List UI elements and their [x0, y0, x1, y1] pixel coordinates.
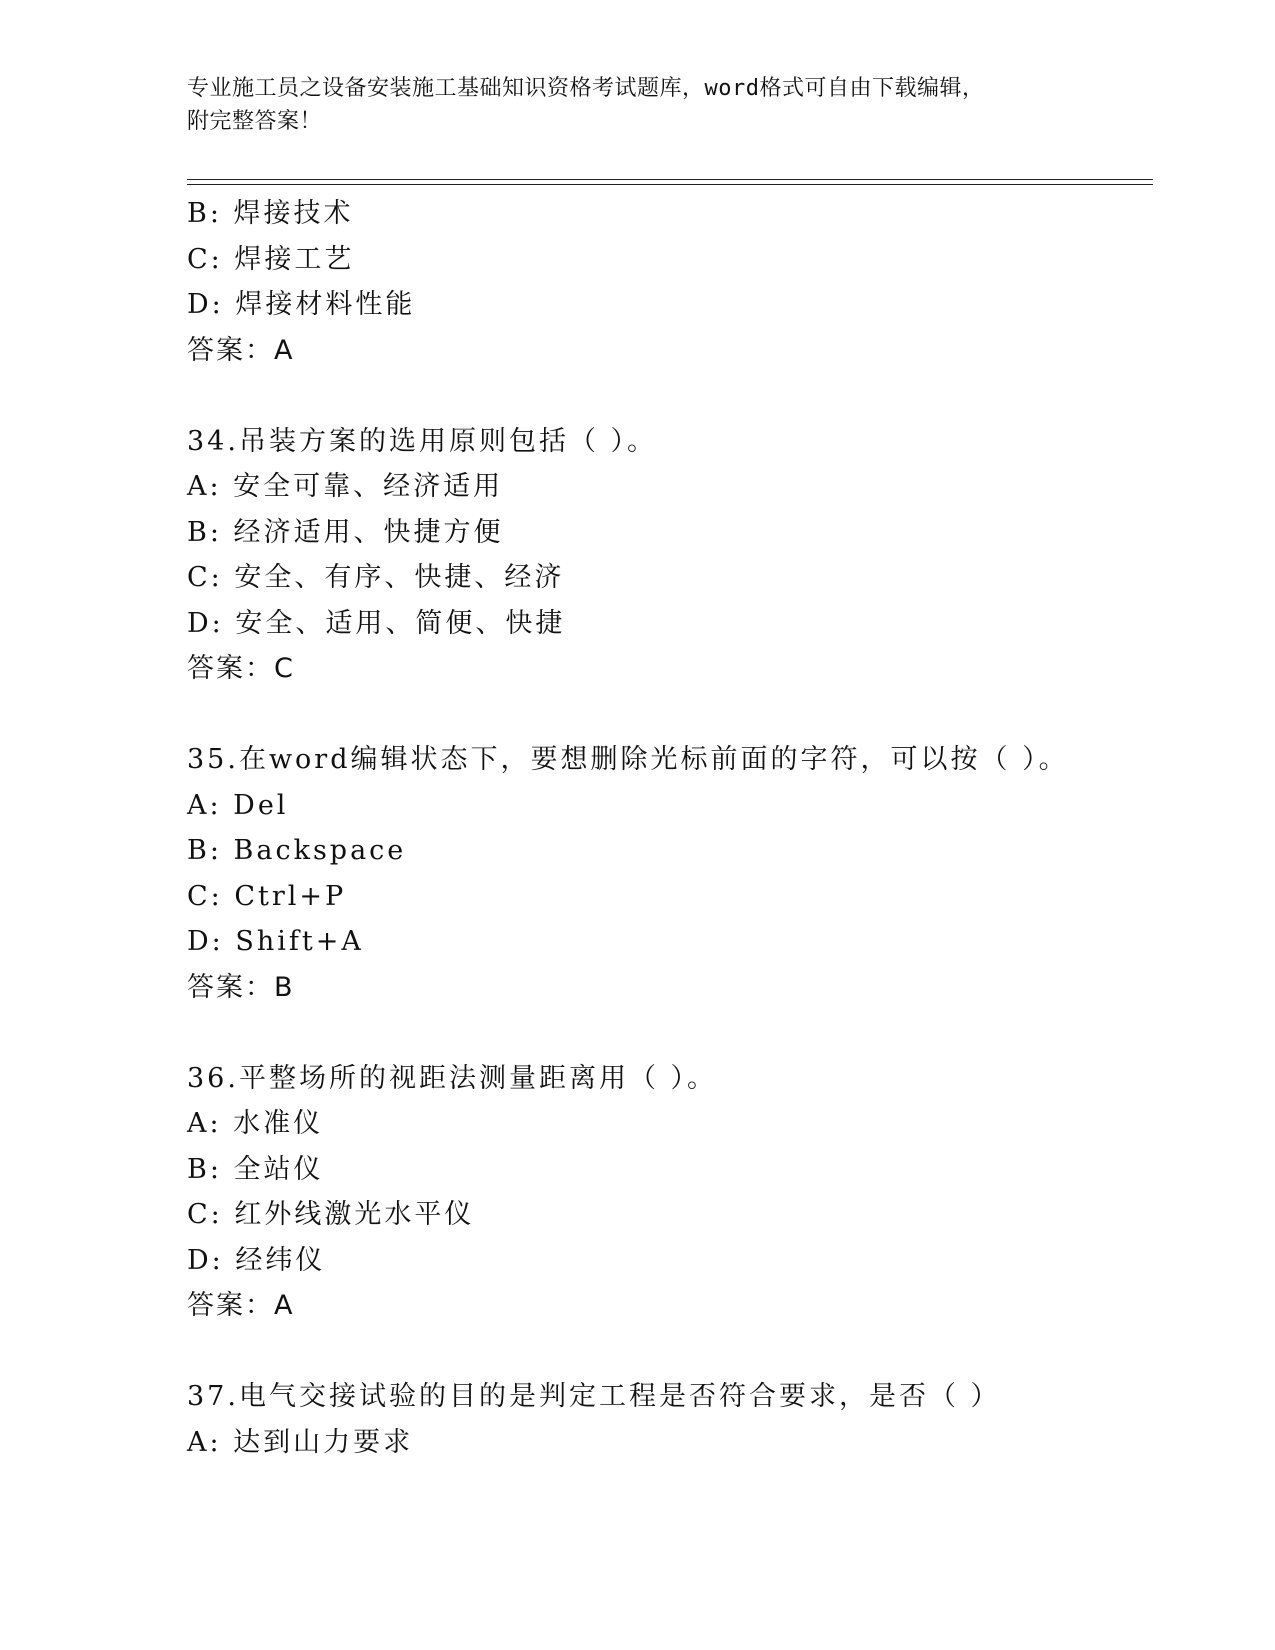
question-34: [187, 419, 1153, 692]
spacer: [187, 1329, 1153, 1375]
option-b: B: 焊接技术: [187, 198, 354, 229]
option-d: D: 焊接材料性能: [187, 289, 416, 320]
option-a: A: 安全可靠、经济适用: [187, 471, 504, 502]
option-b: B: 全站仪: [187, 1153, 324, 1185]
spacer: [187, 692, 1153, 738]
option-c: C: 红外线激光水平仪: [187, 1199, 475, 1230]
header-divider-bottom: [187, 184, 1153, 185]
question-stem: 36.平整场所的视距法测量距离用（ ）。: [187, 1062, 718, 1094]
option-d: D: Shift+A: [187, 926, 364, 957]
answer-line: 答案：B: [187, 971, 295, 1003]
spacer: [187, 373, 1153, 419]
answer-line: 答案：A: [187, 334, 295, 366]
option-a: A: 水准仪: [187, 1108, 324, 1139]
header-line-2: 附完整答案！: [187, 109, 323, 134]
question-stem: 34.吊装方案的选用原则包括（ ）。: [187, 425, 658, 457]
option-a: A: Del: [187, 789, 289, 821]
header-divider-top: [187, 179, 1153, 180]
option-d: D: 经纬仪: [187, 1244, 326, 1276]
option-c: C: Ctrl+P: [187, 880, 347, 912]
spacer: [187, 1010, 1153, 1056]
question-33-partial: [187, 191, 1153, 373]
question-stem: 37.电气交接试验的目的是判定工程是否符合要求，是否（ ）: [187, 1381, 1001, 1412]
question-36: [187, 1056, 1153, 1329]
option-c: C: 安全、有序、快捷、经济: [187, 562, 565, 593]
option-b: B: 经济适用、快捷方便: [187, 516, 504, 548]
option-b: B: Backspace: [187, 835, 407, 866]
question-list: [187, 191, 1153, 1465]
question-37: [187, 1374, 1153, 1465]
question-35: [187, 737, 1153, 1010]
answer-line: 答案：A: [187, 1290, 295, 1321]
option-a: A: 达到山力要求: [187, 1426, 414, 1458]
header-line-1: 专业施工员之设备安装施工基础知识资格考试题库，word格式可自由下载编辑，: [187, 76, 985, 101]
question-stem: 35.在word编辑状态下，要想删除光标前面的字符，可以按（ ）。: [187, 744, 1069, 775]
answer-line: 答案：C: [187, 653, 295, 684]
option-c: C: 焊接工艺: [187, 243, 355, 275]
option-d: D: 安全、适用、简便、快捷: [187, 607, 566, 639]
document-header: [187, 72, 1087, 138]
